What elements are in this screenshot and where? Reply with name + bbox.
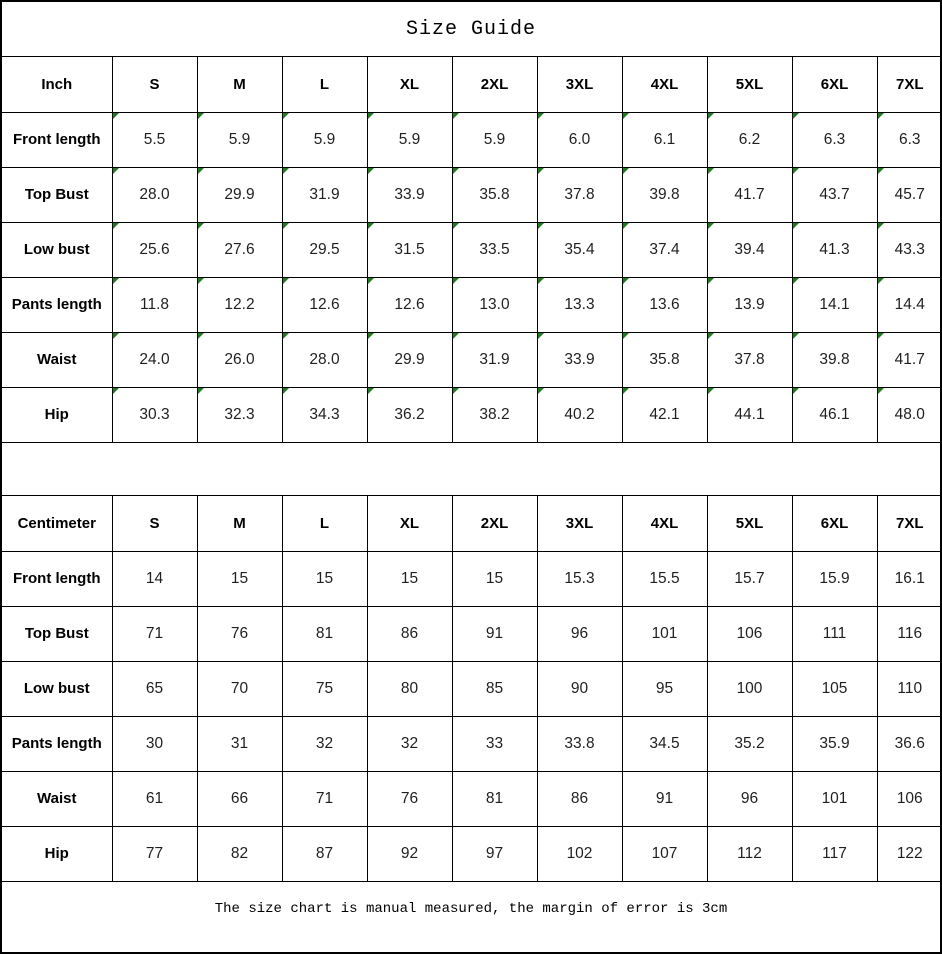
green-corner-flag-icon: [283, 223, 290, 230]
value-cell: 5.9: [197, 112, 282, 167]
value-cell: 86: [367, 606, 452, 661]
value-cell: 122: [877, 826, 942, 881]
size-header-cell: L: [282, 496, 367, 551]
value-cell: 37.8: [707, 332, 792, 387]
value-cell: 96: [537, 606, 622, 661]
green-corner-flag-icon: [198, 333, 205, 340]
value-cell: 37.8: [537, 167, 622, 222]
green-corner-flag-icon: [623, 388, 630, 395]
value-cell: 35.9: [792, 716, 877, 771]
value-cell: 65: [112, 661, 197, 716]
green-corner-flag-icon: [623, 278, 630, 285]
row-label-cell: Pants length: [2, 716, 112, 771]
value-cell: 112: [707, 826, 792, 881]
size-header-cell: 2XL: [452, 496, 537, 551]
header-row: [2, 57, 942, 112]
value-cell: 5.9: [367, 112, 452, 167]
green-corner-flag-icon: [368, 278, 375, 285]
value-cell: 30.3: [112, 387, 197, 442]
value-cell: 27.6: [197, 222, 282, 277]
green-corner-flag-icon: [793, 333, 800, 340]
value-cell: 6.0: [537, 112, 622, 167]
value-cell: 15.7: [707, 551, 792, 606]
value-cell: 6.2: [707, 112, 792, 167]
size-header-cell: 3XL: [537, 57, 622, 112]
value-cell: 76: [197, 606, 282, 661]
value-cell: 42.1: [622, 387, 707, 442]
green-corner-flag-icon: [793, 223, 800, 230]
green-corner-flag-icon: [623, 223, 630, 230]
value-cell: 95: [622, 661, 707, 716]
green-corner-flag-icon: [113, 223, 120, 230]
table-row: [2, 606, 942, 661]
table-row: [2, 277, 942, 332]
value-cell: 30: [112, 716, 197, 771]
value-cell: 41.7: [707, 167, 792, 222]
value-cell: 31.9: [282, 167, 367, 222]
green-corner-flag-icon: [538, 168, 545, 175]
value-cell: 105: [792, 661, 877, 716]
value-cell: 35.2: [707, 716, 792, 771]
green-corner-flag-icon: [878, 113, 885, 120]
green-corner-flag-icon: [113, 388, 120, 395]
green-corner-flag-icon: [368, 113, 375, 120]
green-corner-flag-icon: [708, 168, 715, 175]
green-corner-flag-icon: [708, 333, 715, 340]
value-cell: 116: [877, 606, 942, 661]
value-cell: 13.0: [452, 277, 537, 332]
green-corner-flag-icon: [623, 168, 630, 175]
green-corner-flag-icon: [453, 223, 460, 230]
green-corner-flag-icon: [283, 113, 290, 120]
value-cell: 100: [707, 661, 792, 716]
value-cell: 29.9: [367, 332, 452, 387]
value-cell: 66: [197, 771, 282, 826]
value-cell: 39.8: [792, 332, 877, 387]
value-cell: 15.9: [792, 551, 877, 606]
value-cell: 15: [452, 551, 537, 606]
value-cell: 92: [367, 826, 452, 881]
value-cell: 13.3: [537, 277, 622, 332]
value-cell: 43.7: [792, 167, 877, 222]
value-cell: 90: [537, 661, 622, 716]
green-corner-flag-icon: [283, 333, 290, 340]
green-corner-flag-icon: [538, 333, 545, 340]
green-corner-flag-icon: [793, 113, 800, 120]
value-cell: 81: [452, 771, 537, 826]
value-cell: 44.1: [707, 387, 792, 442]
value-cell: 111: [792, 606, 877, 661]
green-corner-flag-icon: [283, 278, 290, 285]
row-label-cell: Hip: [2, 387, 112, 442]
green-corner-flag-icon: [538, 223, 545, 230]
value-cell: 14.4: [877, 277, 942, 332]
value-cell: 35.4: [537, 222, 622, 277]
value-cell: 38.2: [452, 387, 537, 442]
green-corner-flag-icon: [538, 388, 545, 395]
value-cell: 39.4: [707, 222, 792, 277]
size-header-cell: 5XL: [707, 496, 792, 551]
green-corner-flag-icon: [878, 278, 885, 285]
green-corner-flag-icon: [708, 223, 715, 230]
value-cell: 28.0: [282, 332, 367, 387]
value-cell: 35.8: [622, 332, 707, 387]
row-label-cell: Front length: [2, 112, 112, 167]
value-cell: 36.2: [367, 387, 452, 442]
row-label-cell: Hip: [2, 826, 112, 881]
value-cell: 81: [282, 606, 367, 661]
value-cell: 40.2: [537, 387, 622, 442]
table-row: [2, 332, 942, 387]
green-corner-flag-icon: [708, 388, 715, 395]
value-cell: 29.5: [282, 222, 367, 277]
green-corner-flag-icon: [198, 388, 205, 395]
value-cell: 34.5: [622, 716, 707, 771]
value-cell: 5.5: [112, 112, 197, 167]
value-cell: 6.3: [877, 112, 942, 167]
green-corner-flag-icon: [623, 333, 630, 340]
size-header-cell: 5XL: [707, 57, 792, 112]
value-cell: 91: [452, 606, 537, 661]
value-cell: 13.6: [622, 277, 707, 332]
table-spacer: [2, 442, 940, 496]
row-label-cell: Top Bust: [2, 167, 112, 222]
size-header-cell: 7XL: [877, 496, 942, 551]
value-cell: 48.0: [877, 387, 942, 442]
value-cell: 24.0: [112, 332, 197, 387]
value-cell: 96: [707, 771, 792, 826]
green-corner-flag-icon: [198, 113, 205, 120]
green-corner-flag-icon: [453, 113, 460, 120]
value-cell: 6.1: [622, 112, 707, 167]
green-corner-flag-icon: [708, 278, 715, 285]
green-corner-flag-icon: [368, 223, 375, 230]
value-cell: 26.0: [197, 332, 282, 387]
value-cell: 14: [112, 551, 197, 606]
value-cell: 41.3: [792, 222, 877, 277]
footer-note: The size chart is manual measured, the margin of error is 3cm: [2, 881, 940, 936]
value-cell: 31.9: [452, 332, 537, 387]
value-cell: 41.7: [877, 332, 942, 387]
size-header-cell: S: [112, 57, 197, 112]
green-corner-flag-icon: [368, 333, 375, 340]
value-cell: 15: [197, 551, 282, 606]
value-cell: 33.5: [452, 222, 537, 277]
size-header-cell: S: [112, 496, 197, 551]
value-cell: 16.1: [877, 551, 942, 606]
green-corner-flag-icon: [113, 113, 120, 120]
value-cell: 61: [112, 771, 197, 826]
green-corner-flag-icon: [113, 333, 120, 340]
centimeter-table: [2, 496, 942, 881]
green-corner-flag-icon: [368, 388, 375, 395]
value-cell: 106: [877, 771, 942, 826]
green-corner-flag-icon: [198, 278, 205, 285]
value-cell: 6.3: [792, 112, 877, 167]
unit-header-cell: Centimeter: [2, 496, 112, 551]
green-corner-flag-icon: [198, 223, 205, 230]
value-cell: 32: [282, 716, 367, 771]
value-cell: 101: [622, 606, 707, 661]
value-cell: 33: [452, 716, 537, 771]
size-header-cell: 7XL: [877, 57, 942, 112]
green-corner-flag-icon: [453, 388, 460, 395]
value-cell: 5.9: [452, 112, 537, 167]
value-cell: 71: [282, 771, 367, 826]
row-label-cell: Pants length: [2, 277, 112, 332]
value-cell: 102: [537, 826, 622, 881]
size-header-cell: XL: [367, 57, 452, 112]
value-cell: 107: [622, 826, 707, 881]
value-cell: 29.9: [197, 167, 282, 222]
table-row: [2, 112, 942, 167]
unit-header-cell: Inch: [2, 57, 112, 112]
value-cell: 82: [197, 826, 282, 881]
value-cell: 15.3: [537, 551, 622, 606]
table-row: [2, 167, 942, 222]
value-cell: 32: [367, 716, 452, 771]
green-corner-flag-icon: [538, 278, 545, 285]
header-row: [2, 496, 942, 551]
value-cell: 31.5: [367, 222, 452, 277]
value-cell: 87: [282, 826, 367, 881]
green-corner-flag-icon: [113, 278, 120, 285]
value-cell: 5.9: [282, 112, 367, 167]
value-cell: 14.1: [792, 277, 877, 332]
value-cell: 15: [367, 551, 452, 606]
green-corner-flag-icon: [453, 168, 460, 175]
value-cell: 80: [367, 661, 452, 716]
size-header-cell: 4XL: [622, 496, 707, 551]
green-corner-flag-icon: [198, 168, 205, 175]
value-cell: 106: [707, 606, 792, 661]
table-row: [2, 826, 942, 881]
value-cell: 97: [452, 826, 537, 881]
size-header-cell: 2XL: [452, 57, 537, 112]
value-cell: 39.8: [622, 167, 707, 222]
green-corner-flag-icon: [793, 278, 800, 285]
green-corner-flag-icon: [453, 278, 460, 285]
value-cell: 13.9: [707, 277, 792, 332]
value-cell: 91: [622, 771, 707, 826]
size-header-cell: 6XL: [792, 57, 877, 112]
row-label-cell: Waist: [2, 332, 112, 387]
row-label-cell: Low bust: [2, 222, 112, 277]
green-corner-flag-icon: [453, 333, 460, 340]
value-cell: 85: [452, 661, 537, 716]
green-corner-flag-icon: [793, 388, 800, 395]
value-cell: 71: [112, 606, 197, 661]
size-header-cell: 3XL: [537, 496, 622, 551]
value-cell: 34.3: [282, 387, 367, 442]
row-label-cell: Low bust: [2, 661, 112, 716]
row-label-cell: Waist: [2, 771, 112, 826]
value-cell: 12.6: [367, 277, 452, 332]
row-label-cell: Top Bust: [2, 606, 112, 661]
value-cell: 12.6: [282, 277, 367, 332]
table-row: [2, 716, 942, 771]
size-header-cell: M: [197, 496, 282, 551]
value-cell: 32.3: [197, 387, 282, 442]
value-cell: 33.9: [537, 332, 622, 387]
green-corner-flag-icon: [878, 168, 885, 175]
table-row: [2, 771, 942, 826]
value-cell: 70: [197, 661, 282, 716]
page-title: Size Guide: [2, 2, 940, 57]
value-cell: 37.4: [622, 222, 707, 277]
value-cell: 15: [282, 551, 367, 606]
green-corner-flag-icon: [283, 168, 290, 175]
value-cell: 75: [282, 661, 367, 716]
green-corner-flag-icon: [708, 113, 715, 120]
value-cell: 28.0: [112, 167, 197, 222]
green-corner-flag-icon: [623, 113, 630, 120]
row-label-cell: Front length: [2, 551, 112, 606]
green-corner-flag-icon: [793, 168, 800, 175]
value-cell: 33.8: [537, 716, 622, 771]
table-row: [2, 661, 942, 716]
green-corner-flag-icon: [878, 388, 885, 395]
table-row: [2, 387, 942, 442]
size-header-cell: 4XL: [622, 57, 707, 112]
value-cell: 101: [792, 771, 877, 826]
value-cell: 45.7: [877, 167, 942, 222]
inch-table: [2, 57, 942, 442]
table-row: [2, 222, 942, 277]
value-cell: 15.5: [622, 551, 707, 606]
green-corner-flag-icon: [878, 333, 885, 340]
value-cell: 36.6: [877, 716, 942, 771]
green-corner-flag-icon: [368, 168, 375, 175]
table-row: [2, 551, 942, 606]
value-cell: 43.3: [877, 222, 942, 277]
value-cell: 46.1: [792, 387, 877, 442]
value-cell: 110: [877, 661, 942, 716]
value-cell: 117: [792, 826, 877, 881]
green-corner-flag-icon: [878, 223, 885, 230]
size-header-cell: XL: [367, 496, 452, 551]
value-cell: 33.9: [367, 167, 452, 222]
value-cell: 31: [197, 716, 282, 771]
size-header-cell: 6XL: [792, 496, 877, 551]
value-cell: 35.8: [452, 167, 537, 222]
green-corner-flag-icon: [538, 113, 545, 120]
size-header-cell: L: [282, 57, 367, 112]
value-cell: 86: [537, 771, 622, 826]
value-cell: 12.2: [197, 277, 282, 332]
size-header-cell: M: [197, 57, 282, 112]
green-corner-flag-icon: [283, 388, 290, 395]
value-cell: 11.8: [112, 277, 197, 332]
green-corner-flag-icon: [113, 168, 120, 175]
value-cell: 76: [367, 771, 452, 826]
value-cell: 25.6: [112, 222, 197, 277]
value-cell: 77: [112, 826, 197, 881]
